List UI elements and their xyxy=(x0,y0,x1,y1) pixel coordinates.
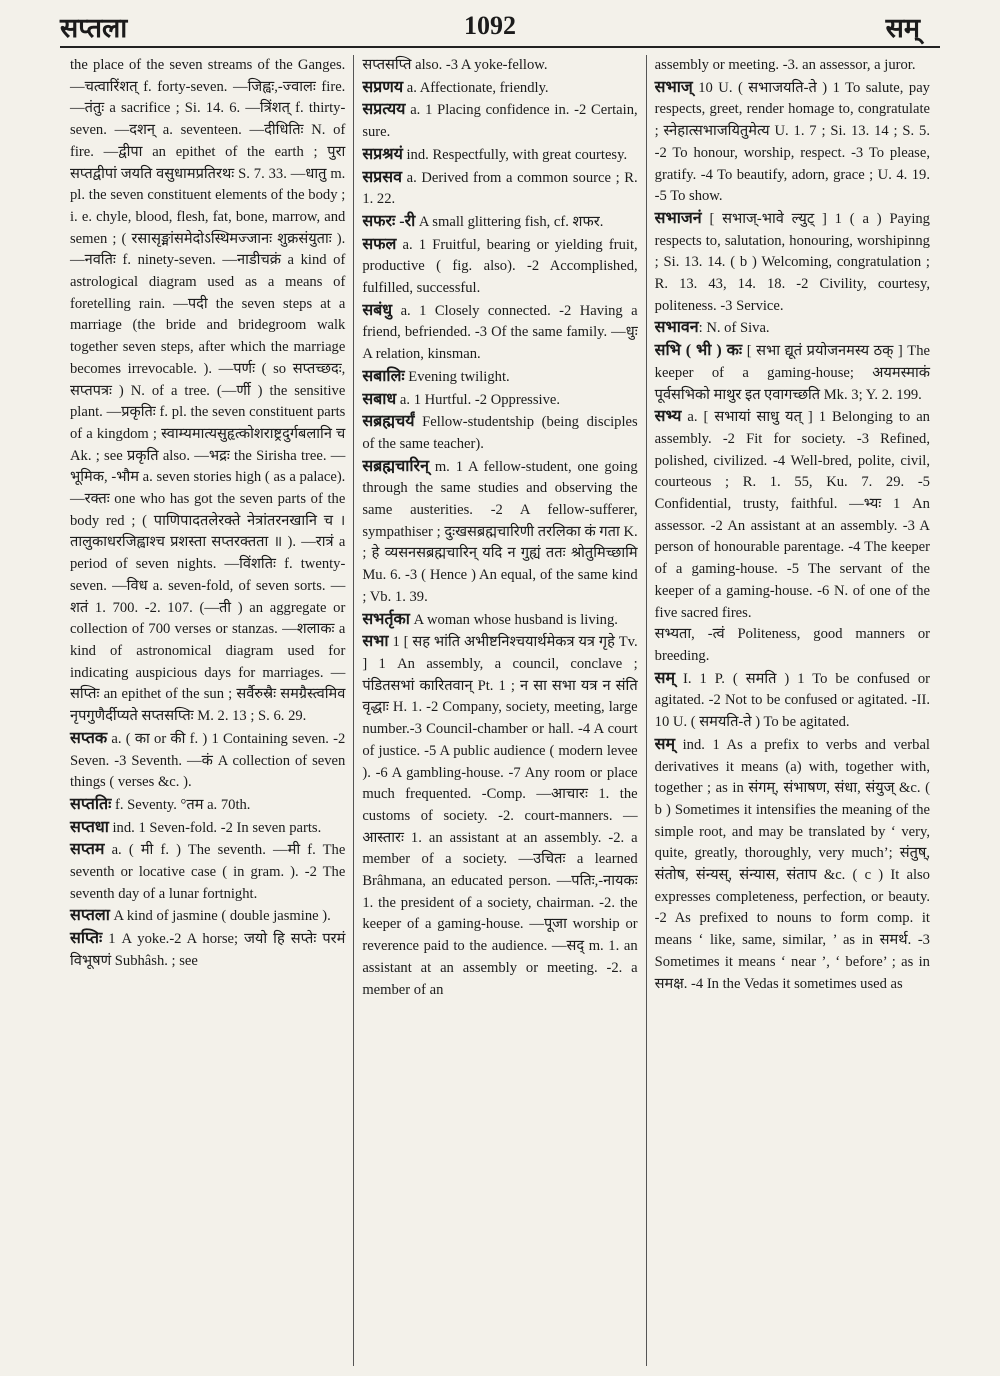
dictionary-entry xyxy=(70,817,345,840)
page-number: 1092 xyxy=(464,11,516,40)
entry-headword: सफल xyxy=(362,235,397,253)
entry-headword: सभर्तृका xyxy=(362,610,410,628)
entry-text: f. Seventy. °तम a. 70th. xyxy=(111,796,251,813)
entry-headword: सप्रश्रयं xyxy=(362,145,403,163)
dictionary-entry xyxy=(362,411,637,455)
dictionary-entry xyxy=(70,905,345,928)
dictionary-entry xyxy=(655,55,930,77)
entry-headword: सबालिः xyxy=(362,367,405,385)
entry-text: 1 A yoke.-2 A horse; जयो हि सप्तेः परमं विभूषणं Subhâsh. ; see xyxy=(70,931,346,969)
entry-text: Evening twilight. xyxy=(404,368,510,385)
entry-headword: सबाध xyxy=(362,390,397,408)
entry-headword: सफरः -री xyxy=(362,212,416,230)
dictionary-entry xyxy=(655,668,930,734)
dictionary-entry xyxy=(362,99,637,143)
dictionary-entry xyxy=(362,211,637,234)
entry-text: a. 1 Placing confidence in. -2 Certain, sure. xyxy=(362,102,638,141)
dictionary-entry xyxy=(362,389,637,412)
entry-headword: सप्तधा xyxy=(70,818,109,836)
dictionary-entry xyxy=(655,734,930,995)
dictionary-entry xyxy=(362,300,637,366)
left-guideword: सप्तला xyxy=(60,12,128,43)
entry-headword: सप्तम xyxy=(70,841,105,859)
dictionary-entry xyxy=(655,317,930,340)
entry-text: a. [ सभायां साधु यत् ] 1 Belonging to an assembly. -2 Fit for society. -3 Refined, polished, civilized. -4 Well-bred, polite, civil, courteous ; R. 1. 55, Ku. 7. 29. -5 Confidential, trusty, faithful. —भ्यः 1 An assessor. -2 An assistant at an assembly. -3 A person of honourable parentage. -4 The keeper of a gaming-house. -5 The servant of the keeper of a gaming-house. -6 N. of one of the five sacred fires. xyxy=(654,409,930,621)
entry-text: assembly or meeting. -3. an assessor, a juror. xyxy=(654,57,916,73)
entry-text: 10 U. ( सभाजयति-ते ) 1 To salute, pay respects, greet, render homage to, congratulate ; स्नेहात्सभाजयितुमेत्य U. 1. 7 ; Si. 13. 14 ; S. 5. -2 To honour, worship, respect. -3 To please, gratify. -4 To beautify, adorn, grace ; U. 4. 19. -5 To show. xyxy=(654,79,930,205)
entry-text: Fellow-studentship (being disciples of the same teacher). xyxy=(362,414,638,452)
dictionary-entry xyxy=(362,55,637,77)
dictionary-entry xyxy=(362,234,637,300)
entry-text: A woman whose husband is living. xyxy=(409,611,618,628)
dictionary-entry xyxy=(362,456,637,609)
entry-text: ind. 1 Seven-fold. -2 In seven parts. xyxy=(108,819,322,836)
dictionary-entry xyxy=(362,631,637,1001)
dictionary-entry xyxy=(362,609,637,632)
column-1 xyxy=(62,55,353,1366)
dictionary-entry xyxy=(362,167,637,211)
entry-headword: सबंधु xyxy=(362,301,393,319)
entry-text: A small glittering fish, cf. शफर. xyxy=(415,213,604,230)
page-header xyxy=(60,6,940,48)
entry-headword: सप्तिः xyxy=(70,930,103,948)
dictionary-entry xyxy=(655,77,930,208)
entry-text: : N. of Siva. xyxy=(698,320,770,337)
entry-text: a. 1 Fruitful, bearing or yielding fruit, productive ( fig. also). -2 Accomplished, fulfilled, successful. xyxy=(362,236,638,297)
entry-text: a. Derived from a common source ; R. 1. 22. xyxy=(362,169,638,208)
dictionary-entry xyxy=(70,928,345,972)
entry-headword: सप्तला xyxy=(70,907,110,925)
dictionary-entry xyxy=(70,839,345,905)
entry-text: a. ( का or की f. ) 1 Containing seven. -2 Seven. -3 Seventh. —कं A collection of seven things ( verses &c. ). xyxy=(70,730,346,791)
dictionary-entry xyxy=(362,77,637,100)
dictionary-entry xyxy=(362,366,637,389)
entry-text: ind. 1 As a prefix to verbs and verbal derivatives it means (a) with, together with, together ; as in संगम्, संभाषण, संधा, संयुज् &c. ( b ) Sometimes it intensifies the meaning of the simple root, and may be translated by ‘ very, quite, greatly, thoroughly, very much’; संतुष्, संतोष, संन्यस्, संन्यास, संताप &c. ( c ) It also expresses completeness, perfection, or beauty. -2 As prefixed to nouns to form comp. it means ‘ like, same, similar, ’ as in समर्थ. -3 Sometimes it means ‘ near ’, ‘ before’ ; as in समक्ष. -4 In the Vedas it sometimes used as xyxy=(654,736,930,992)
entry-text: A kind of jasmine ( double jasmine ). xyxy=(109,908,331,925)
entry-headword: सम् xyxy=(654,669,676,687)
entry-headword: सभा xyxy=(362,633,389,651)
entry-headword: सभाजनं xyxy=(654,209,702,227)
entry-text: a. 1 Closely connected. -2 Having a friend, befriended. -3 Of the same family. —धुः A relation, kinsman. xyxy=(362,302,638,363)
entry-text: I. 1 P. ( समति ) 1 To be confused or agitated. -2 Not to be confused or agitated. -II. 10 U. ( समयति-ते ) To be agitated. xyxy=(654,670,930,731)
dictionary-entry xyxy=(70,728,345,794)
entry-text: ind. Respectfully, with great courtesy. xyxy=(402,146,628,163)
entry-headword: सब्रह्मचारिन् xyxy=(362,457,429,475)
dictionary-entry xyxy=(655,624,930,667)
text-columns xyxy=(62,55,938,1366)
entry-text: the place of the seven streams of the Ganges. —चत्वारिंशत् f. forty-seven. —जिह्वः,-ज्वालः fire. —तंतुः a sacrifice ; Si. 14. 6. —त्रिंशत् f. thirty-seven. —दशन् a. seventeen. —दीधितिः N. of fire. —द्वीपा an epithet of the earth ; पुरा सप्तद्वीपां जयति वसुधामप्रतिरथः S. 7. 33. —धातु m. pl. the seven constituent elements of the body ; i. e. chyle, blood, flesh, fat, bone, marrow, and semen ; ( रसासृङ्मांसमेदोऽस्थिमज्जानः शुक्रसंयुताः ). —नवतिः f. ninety-seven. —नाडीचक्रं a kind of astrological diagram used as a means of foretelling rain. —पदी the seven steps at a marriage (the bride and bridegroom walk together seven steps, after which the marriage becomes irrevocable. ). —पर्णः ( so सप्तच्छदः, सप्तपत्रः ) N. of a tree. (—र्णी ) the sensitive plant. —प्रकृतिः f. pl. the seven constituent parts of a kingdom ; स्वाम्यमात्यसुहृत्कोशराष्ट्रदुर्गबलानि च Ak. ; see प्रकृति also. —भद्रः the Sirisha tree. —भूमिक, -भौम a. seven stories high ( as a palace). —रक्तः one who has got the seven parts of the body red ; ( पाणिपादतलेरक्ते नेत्रांतरनखानि च । तालुकाधरजिह्वाश्च प्रशस्ता सप्तरक्तता ॥ ). —रात्रं a period of seven nights. —विंशतिः f. twenty-seven. —विध a. seven-fold, of seven sorts. —शतं 1. 700. -2. 107. (—ती ) an aggregate or collection of 700 verses or stanzas. —शलाकः a kind of astronomical diagram used for indicating auspicious days for marriages. —सप्तिः an epithet of the sun ; सर्वैरुस्रैः समग्रैस्त्वमिव नृपगुणैर्दीप्यते सप्तसप्तिः M. 2. 13 ; S. 6. 29. xyxy=(70,57,346,725)
entry-text: a. ( मी f. ) The seventh. —मी f. The seventh or locative case ( in gram. ). -2 The seventh day of a lunar fortnight. xyxy=(70,842,346,902)
entry-text: [ सभा द्यूतं प्रयोजनमस्य ठक् ] The keeper of a gaming-house; अयमस्माकं पूर्वसभिको माथुर इत एवागच्छति Mk. 3; Y. 2. 199. xyxy=(654,343,930,403)
entry-text: m. 1 A fellow-student, one going through the same studies and observing the same austerities. -2 A fellow-sufferer, sympathiser ; दुःखसब्रह्मचारिणी तरलिका कं गता K. ; हे व्यसनसब्रह्मचारिन् यदि न गुह्यं ततः श्रोतुमिच्छामि Mu. 6. -3 ( Hence ) An equal, of the same kind ; Vb. 1. 39. xyxy=(362,458,638,605)
entry-headword: सम् xyxy=(654,735,676,753)
dictionary-entry xyxy=(70,794,345,817)
dictionary-entry xyxy=(655,406,930,624)
entry-text: सप्तसप्ति also. -3 A yoke-fellow. xyxy=(362,57,548,73)
entry-text: सभ्यता, -त्वं Politeness, good manners or breeding. xyxy=(654,626,930,664)
entry-headword: सप्रत्यय xyxy=(362,101,406,119)
dictionary-entry xyxy=(655,208,930,318)
column-2 xyxy=(353,55,645,1366)
entry-headword: सभावन xyxy=(654,319,699,337)
dictionary-entry xyxy=(655,340,930,406)
entry-headword: सप्तक xyxy=(70,729,108,747)
dictionary-entry xyxy=(70,55,345,728)
column-3 xyxy=(646,55,938,1366)
entry-text: 1 [ सह भांति अभीष्टनिश्चयार्थमेकत्र यत्र गृहे Tv. ] 1 An assembly, a council, conclave ; पंडितसभां कारितवान् Pt. 1 ; न सा सभा यत्र न संति वृद्धाः H. 1. -2 Company, society, meeting, large number.-3 Council-chamber or hall. -4 A court of justice. -5 A public audience ( modern levee ). -6 A gambling-house. -7 Any room or place much frequented. -Comp. —आचारः 1. the customs of society. -2. court-manners. —आस्तारः 1. an assistant at an assembly. -2. a member of a society. —उचितः a learned Brâhmana, an educated person. —पतिः,-नायकः 1. the president of a society, chairman. -2. the keeper of a gaming-house. —पूजा worship or reverence paid to the audience. —सद् m. 1. an assistant at an assembly or meeting. -2. a member of an xyxy=(362,634,638,998)
right-guideword: सम् xyxy=(885,12,920,43)
entry-headword: सप्रणय xyxy=(362,78,404,96)
entry-headword: सब्रह्मचर्यं xyxy=(362,413,415,431)
entry-text: a. Affectionate, friendly. xyxy=(403,79,549,96)
entry-headword: सभि ( भी ) कः xyxy=(654,342,743,360)
entry-headword: सप्ततिः xyxy=(70,795,112,813)
entry-text: a. 1 Hurtful. -2 Oppressive. xyxy=(396,391,561,408)
dictionary-entry xyxy=(362,144,637,167)
entry-headword: सप्रसव xyxy=(362,168,402,186)
entry-headword: सभ्य xyxy=(654,408,682,426)
entry-text: [ सभाज्-भावे ल्युट् ] 1 ( a ) Paying respects to, salutation, honouring, worshipinng ; Si. 13. 14. ( b ) Welcoming, congratulation ; R. 13. 43, 14. 18. -2 Civility, courtesy, politeness. -3 Service. xyxy=(654,210,930,314)
entry-headword: सभाज् xyxy=(654,78,693,96)
